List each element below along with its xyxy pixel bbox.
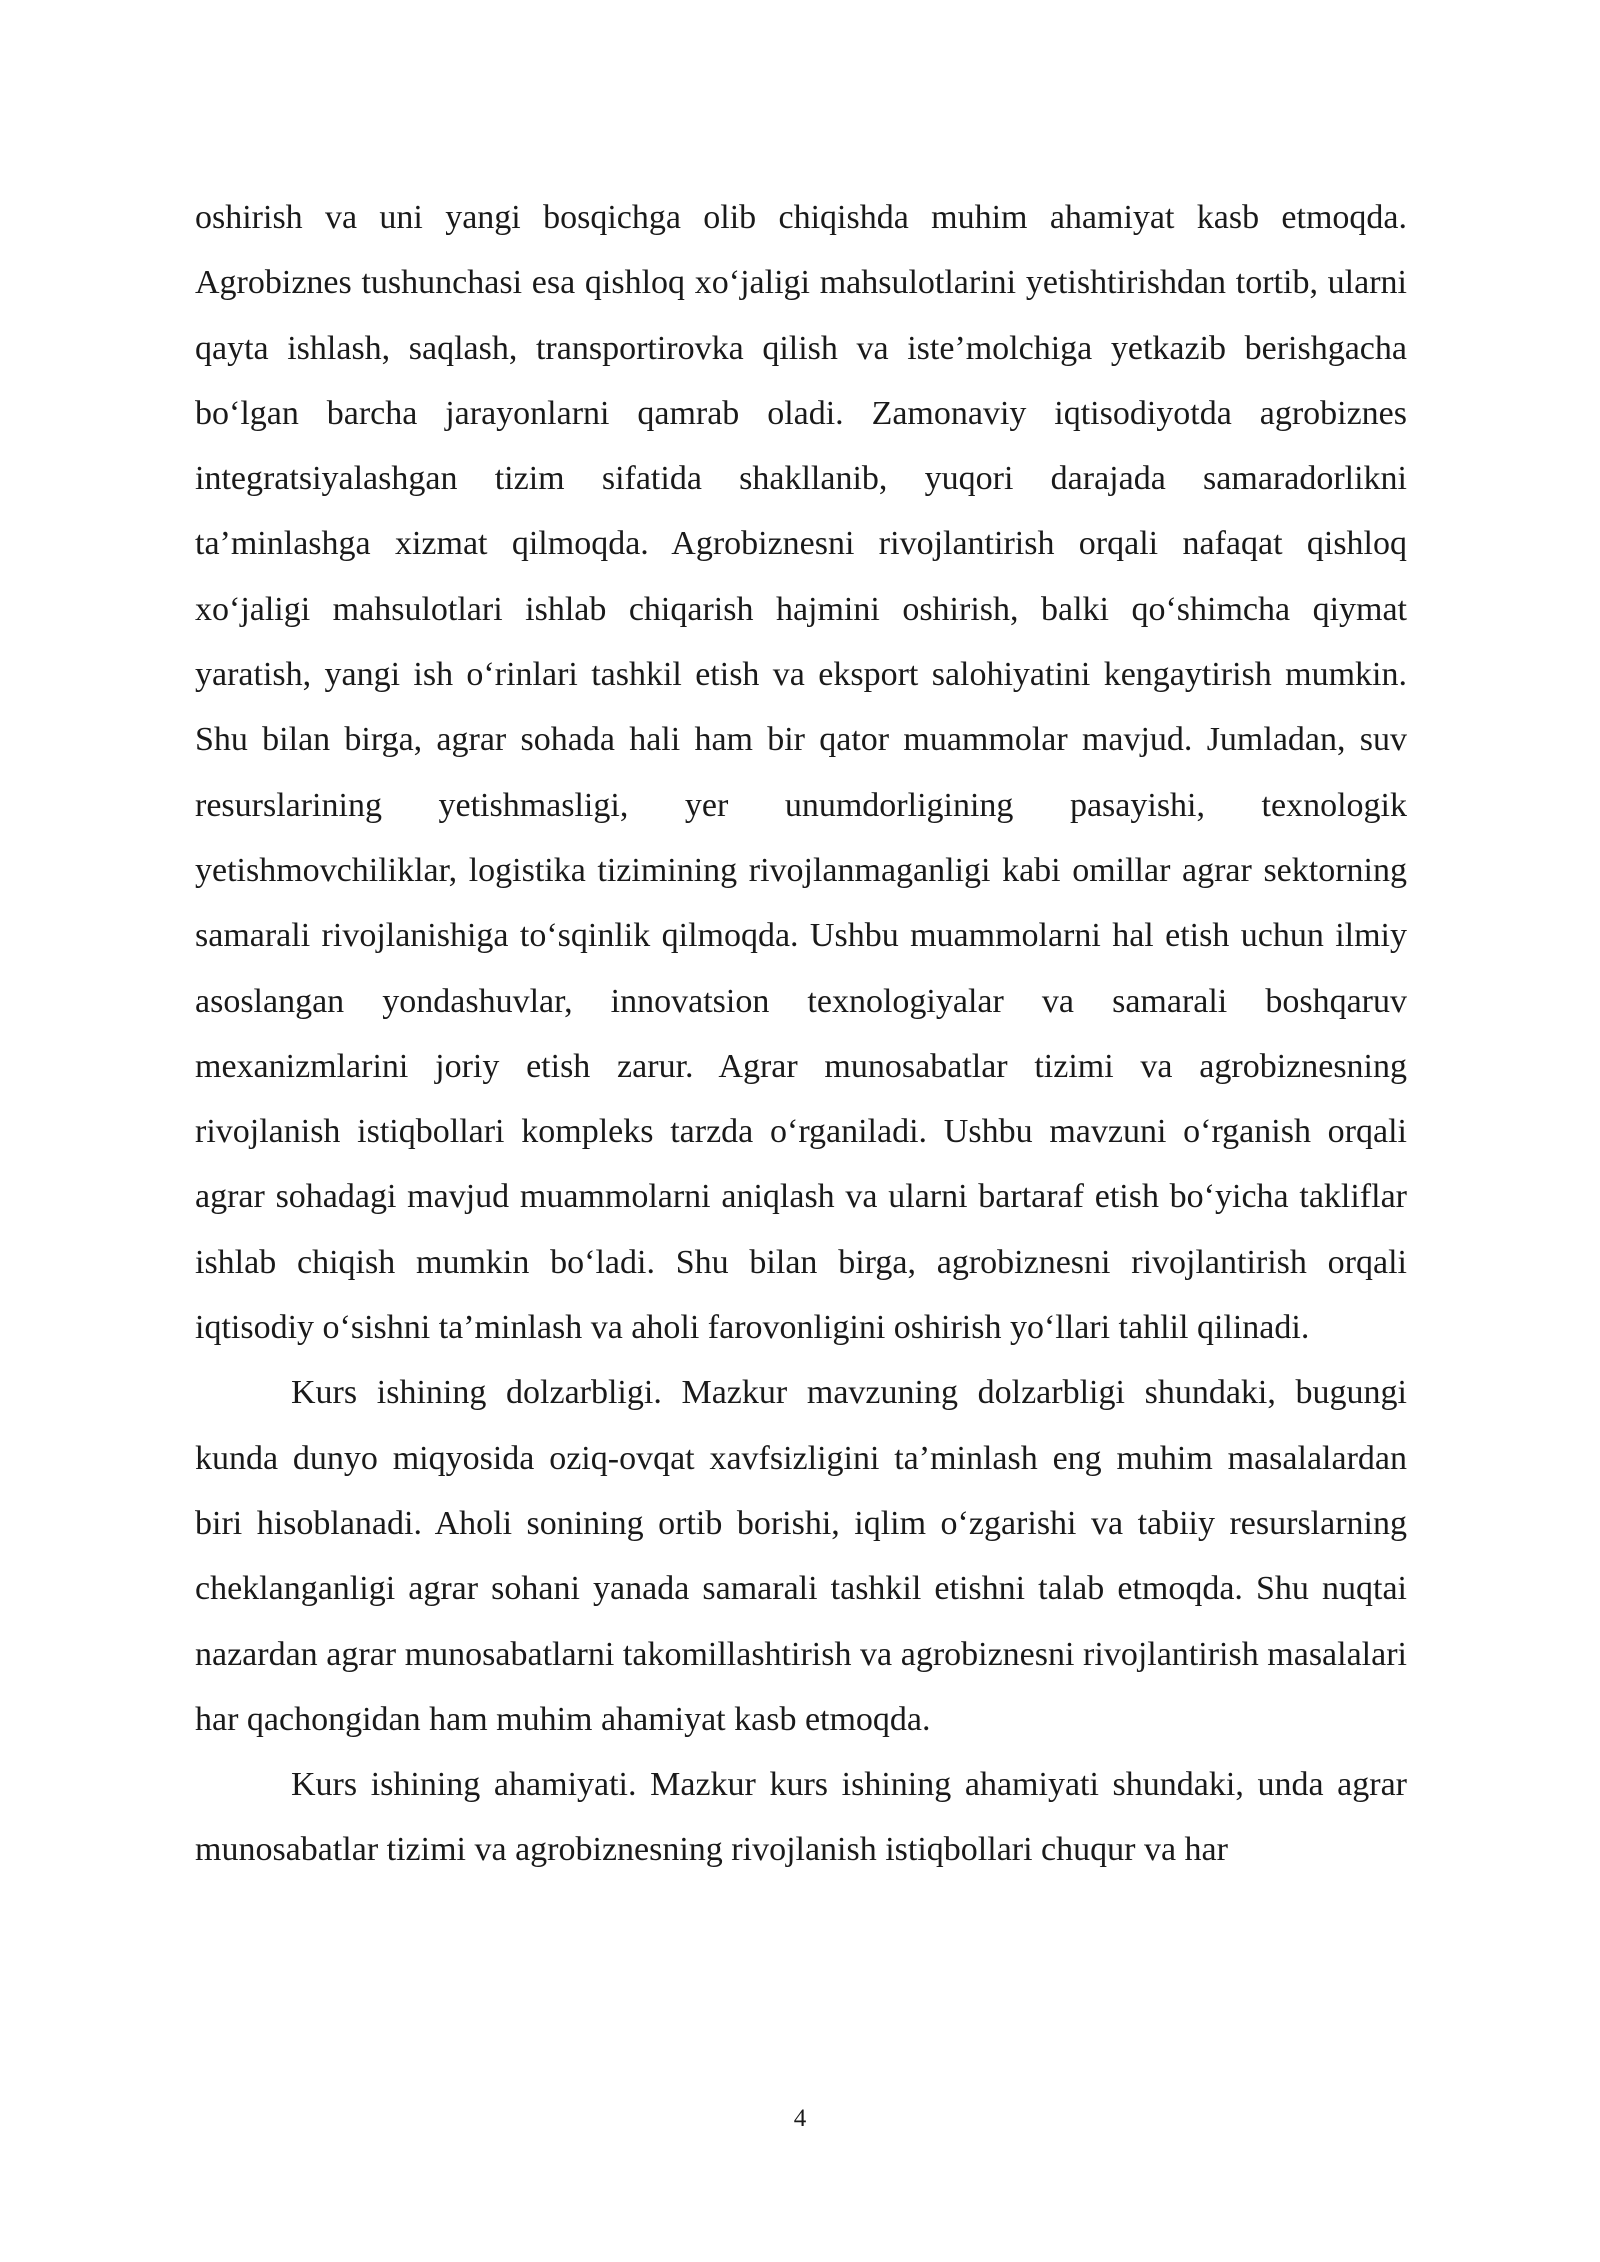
paragraph-continuation: oshirish va uni yangi bosqichga olib chiqishda muhim ahamiyat kasb etmoqda. Agrobiznes tushunchasi esa qishloq xo‘jaligi mahsulotlarini yetishtirishdan tortib, ularni qayta ishlash, saqlash, transportirovka qilish va iste’molchiga yetkazib berishgacha bo‘lgan barcha jarayonlarni qamrab oladi. Zamonaviy iqtisodiyotda agrobiznes integratsiyalashgan tizim sifatida shakllanib, yuqori darajada samaradorlikni ta’minlashga xizmat qilmoqda. Agrobiznesni rivojlantirish orqali nafaqat qishloq xo‘jaligi mahsulotlari ishlab chiqarish hajmini oshirish, balki qo‘shimcha qiymat yaratish, yangi ish o‘rinlari tashkil etish va eksport salohiyatini kengaytirish mumkin. Shu bilan birga, agrar sohada hali ham bir qator muammolar mavjud. Jumladan, suv resurslarining yetishmasligi, yer unumdorligining pasayishi, texnologik yetishmovchiliklar, logistika tizimining rivojlanmaganligi kabi omillar agrar sektorning samarali rivojlanishiga to‘sqinlik qilmoqda. Ushbu muammolarni hal etish uchun ilmiy asoslangan yondashuvlar, innovatsion texnologiyalar va samarali boshqaruv mexanizmlarini joriy etish zarur. Agrar munosabatlar tizimi va agrobiznesning rivojlanish istiqbollari kompleks tarzda o‘rganiladi. Ushbu mavzuni o‘rganish orqali agrar sohadagi mavjud muammolarni aniqlash va ularni bartaraf etish bo‘yicha takliflar ishlab chiqish mumkin bo‘ladi. Shu bilan birga, agrobiznesni rivojlantirish orqali iqtisodiy o‘sishni ta’minlash va aholi farovonligini oshirish yo‘llari tahlil qilinadi.: [195, 199, 1407, 1347]
body-text: [195, 185, 1407, 1883]
paragraph-significance: Kurs ishining ahamiyati. Mazkur kurs ishining ahamiyati shundaki, unda agrar munosabatlar tizimi va agrobiznesning rivojlanish istiqbollari chuqur va har: [195, 1766, 1407, 1869]
paragraph-relevance: Kurs ishining dolzarbligi. Mazkur mavzuning dolzarbligi shundaki, bugungi kunda dunyo miqyosida oziq-ovqat xavfsizligini ta’minlash eng muhim masalalardan biri hisoblanadi. Aholi sonining ortib borishi, iqlim o‘zgarishi va tabiiy resurslarning cheklanganligi agrar sohani yanada samarali tashkil etishni talab etmoqda. Shu nuqtai nazardan agrar munosabatlarni takomillashtirish va agrobiznesni rivojlantirish masalalari har qachongidan ham muhim ahamiyat kasb etmoqda.: [195, 1374, 1407, 1738]
page-number: 4: [793, 2105, 807, 2132]
